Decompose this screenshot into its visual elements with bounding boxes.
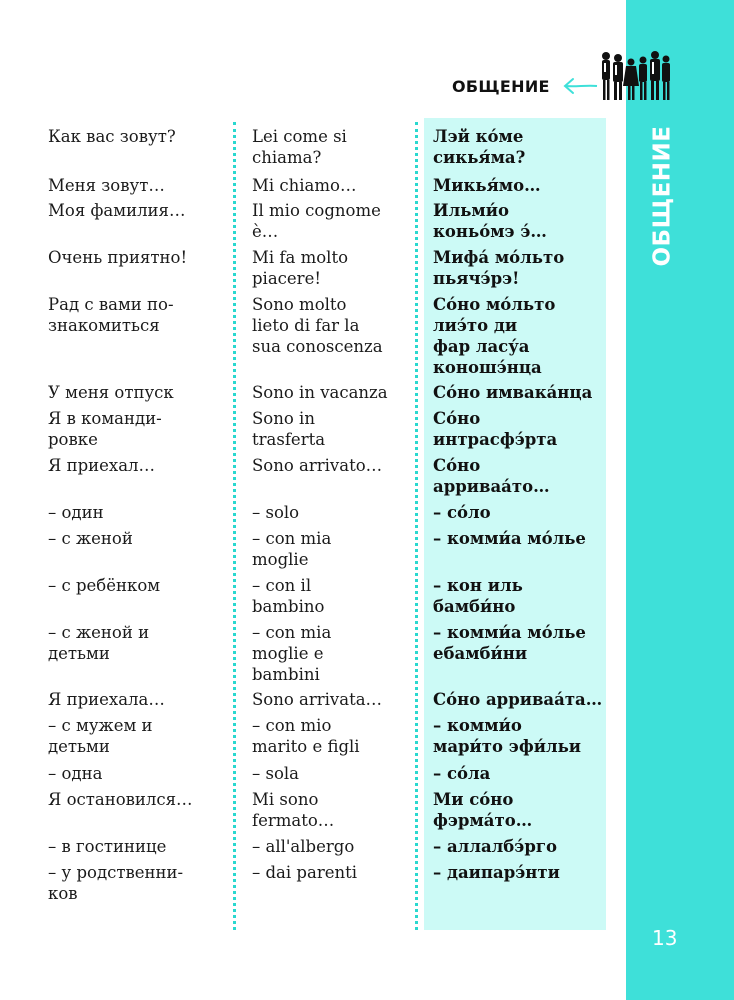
italian-phrase: Sono arrivato… <box>252 456 383 475</box>
italian-phrase: Mi sono fermato… <box>252 790 335 830</box>
pronunciation: Ильми́о коньо́мэ э́… <box>433 201 547 241</box>
italian-phrase: Mi fa molto piacere! <box>252 248 349 288</box>
italian-phrase: – dai parenti <box>252 863 358 882</box>
italian-phrase: – con mia moglie e bambini <box>252 623 332 684</box>
column-divider <box>233 122 236 930</box>
pronunciation: Со́но имвака́нца <box>433 383 593 402</box>
pronunciation: Мифа́ мо́льто пьячэ́рэ! <box>433 248 565 288</box>
italian-phrase: – all'albergo <box>252 837 355 856</box>
pronunciation: Со́но арриваа́то… <box>433 456 550 496</box>
pronunciation: – комми́а мо́лье <box>433 529 586 548</box>
pronunciation: Микья́мо… <box>433 176 541 195</box>
column-divider <box>415 122 418 930</box>
pronunciation: – кон иль бамби́но <box>433 576 523 616</box>
russian-phrase: – с ребёнком <box>48 576 161 595</box>
italian-phrase: – con il bambino <box>252 576 325 616</box>
italian-phrase: Sono arrivata… <box>252 690 383 709</box>
italian-phrase: – con mio marito e figli <box>252 716 360 756</box>
italian-phrase: Il mio cognome è… <box>252 201 381 241</box>
pronunciation: Со́но мо́льто лиэ́то ди фар ласу́а коношэ́нца <box>433 295 556 377</box>
side-section-title: ОБЩЕНИЕ <box>649 125 675 267</box>
russian-phrase: – один <box>48 503 104 522</box>
italian-phrase: Sono in vacanza <box>252 383 388 402</box>
people-group-icon <box>598 50 672 104</box>
section-title: ОБЩЕНИЕ <box>452 77 550 96</box>
italian-phrase: Sono in trasferta <box>252 409 326 449</box>
russian-phrase: Как вас зовут? <box>48 127 176 146</box>
russian-phrase: – с женой <box>48 529 133 548</box>
russian-phrase: – в гостинице <box>48 837 167 856</box>
italian-phrase: Sono molto lieto di far la sua conoscenza <box>252 295 383 356</box>
pronunciation: Лэй ко́ме сикья́ма? <box>433 127 526 167</box>
pronunciation: – со́ло <box>433 503 491 522</box>
russian-phrase: Я в команди- ровке <box>48 409 162 449</box>
russian-phrase: Я остановился… <box>48 790 193 809</box>
russian-phrase: – с женой и детьми <box>48 623 150 663</box>
italian-phrase: – sola <box>252 764 300 783</box>
italian-phrase: – con mia moglie <box>252 529 332 569</box>
russian-phrase: – одна <box>48 764 103 783</box>
italian-phrase: Lei come si chiama? <box>252 127 347 167</box>
pronunciation: – даипарэ́нти <box>433 863 560 882</box>
page-number: 13 <box>652 926 678 950</box>
russian-phrase: Моя фамилия… <box>48 201 186 220</box>
russian-phrase: Рад с вами по- знакомиться <box>48 295 174 335</box>
pronunciation: Ми со́но фэрма́то… <box>433 790 533 830</box>
russian-phrase: Очень приятно! <box>48 248 188 267</box>
arrow-left-icon <box>562 76 598 96</box>
italian-phrase: Mi chiamo… <box>252 176 357 195</box>
pronunciation: – комми́а мо́лье ебамби́ни <box>433 623 586 663</box>
russian-phrase: – у родственни- ков <box>48 863 184 903</box>
russian-phrase: Я приехал… <box>48 456 156 475</box>
pronunciation: Со́но арриваа́та… <box>433 690 603 709</box>
russian-phrase: Меня зовут… <box>48 176 165 195</box>
russian-phrase: У меня отпуск <box>48 383 174 402</box>
pronunciation: Со́но интрасфэ́рта <box>433 409 558 449</box>
russian-phrase: – с мужем и детьми <box>48 716 153 756</box>
pronunciation: – со́ла <box>433 764 491 783</box>
pronunciation: – аллалбэ́рго <box>433 837 557 856</box>
russian-phrase: Я приехала… <box>48 690 165 709</box>
pronunciation: – комми́о мари́то эфи́льи <box>433 716 582 756</box>
italian-phrase: – solo <box>252 503 300 522</box>
